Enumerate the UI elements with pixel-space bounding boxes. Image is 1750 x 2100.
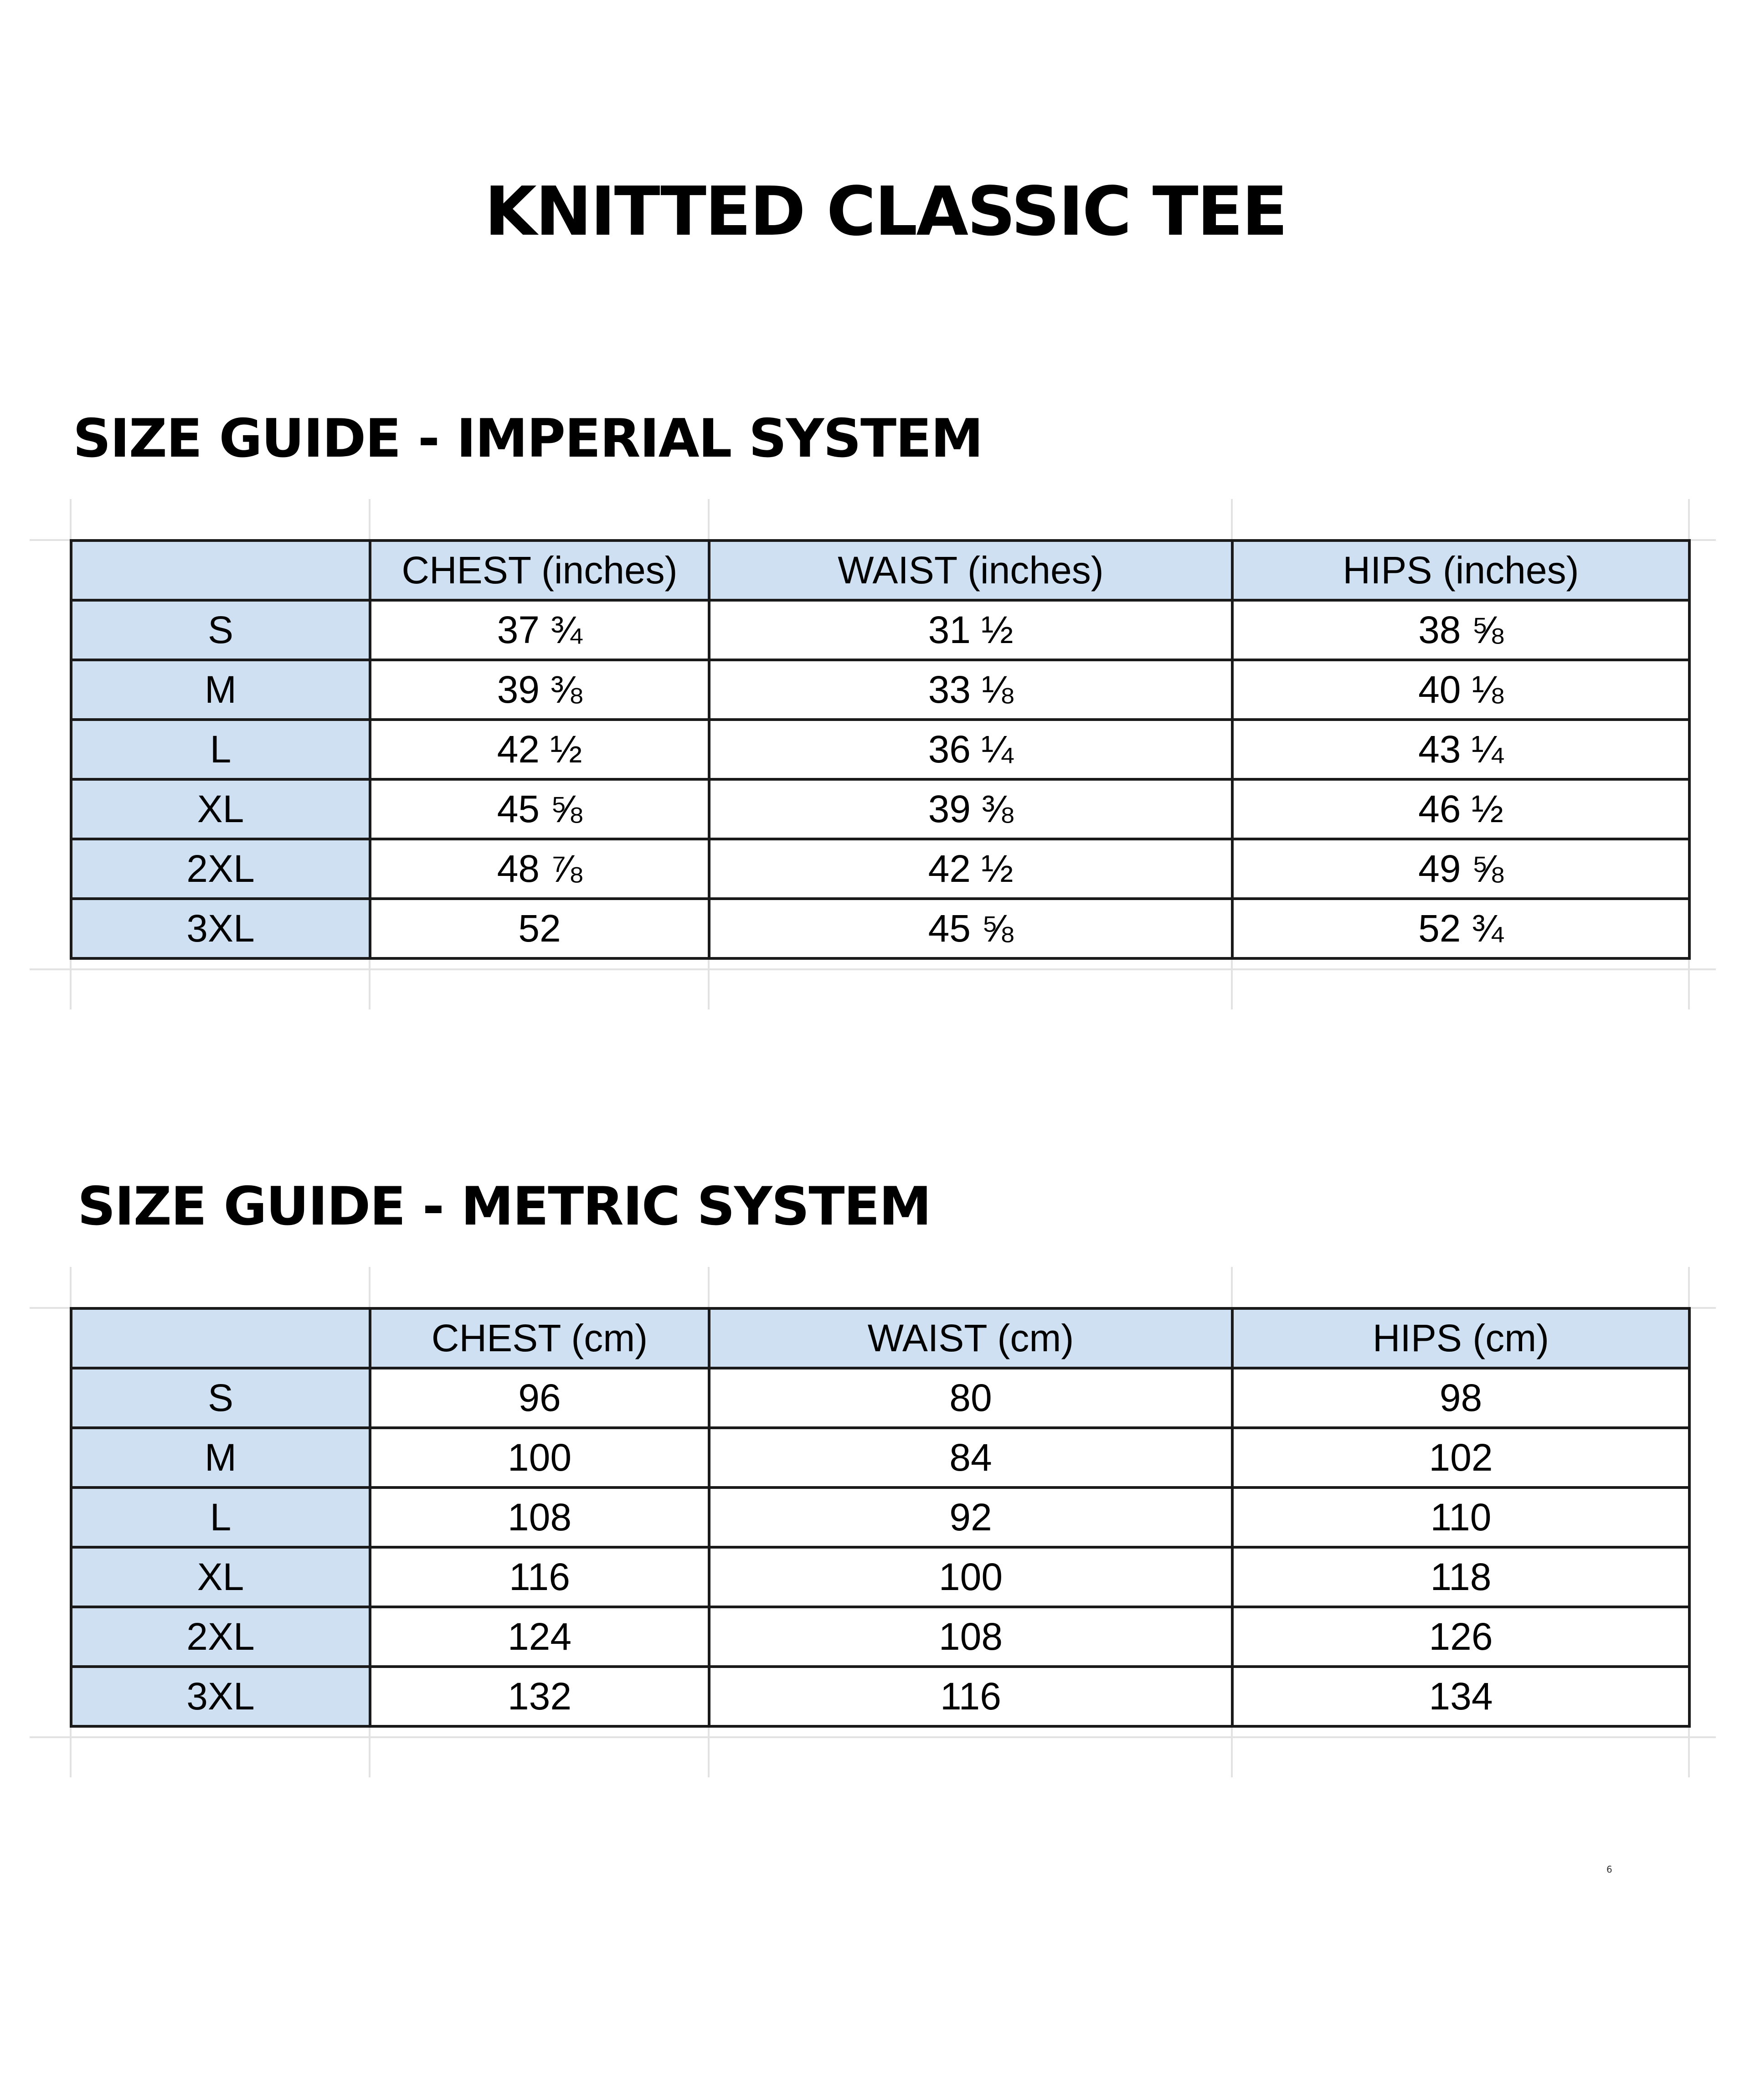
page-number: 6	[1606, 1864, 1612, 1875]
hips-cell: 126	[1232, 1607, 1689, 1667]
size-label-cell: 3XL	[71, 899, 370, 958]
waist-cell: 45 ⅝	[709, 899, 1232, 958]
table-row	[71, 779, 1689, 839]
table-row	[71, 1428, 1689, 1488]
header-cell-size	[71, 540, 370, 600]
header-cell-hips: HIPS (inches)	[1232, 540, 1689, 600]
table-row	[71, 600, 1689, 660]
chest-cell: 100	[370, 1428, 709, 1488]
gridline	[30, 968, 1716, 970]
waist-cell: 31 ½	[709, 600, 1232, 660]
size-label-cell: XL	[71, 779, 370, 839]
hips-cell: 46 ½	[1232, 779, 1689, 839]
table-row	[71, 899, 1689, 958]
size-label-cell: M	[71, 1428, 370, 1488]
imperial-section-heading: SIZE GUIDE - IMPERIAL SYSTEM	[73, 408, 983, 469]
chest-cell: 116	[370, 1547, 709, 1607]
chest-cell: 37 ¾	[370, 600, 709, 660]
chest-cell: 52	[370, 899, 709, 958]
hips-cell: 134	[1232, 1667, 1689, 1726]
table-row	[71, 1607, 1689, 1667]
metric-section-heading: SIZE GUIDE - METRIC SYSTEM	[77, 1176, 931, 1237]
size-label-cell: S	[71, 1368, 370, 1428]
table-row	[71, 1547, 1689, 1607]
size-label-cell: 3XL	[71, 1667, 370, 1726]
chest-cell: 42 ½	[370, 720, 709, 779]
table-header-row	[71, 1308, 1689, 1368]
imperial-size-table	[70, 539, 1691, 960]
table-header-row	[71, 540, 1689, 600]
hips-cell: 118	[1232, 1547, 1689, 1607]
waist-cell: 39 ⅜	[709, 779, 1232, 839]
chest-cell: 48 ⅞	[370, 839, 709, 899]
size-label-cell: L	[71, 1488, 370, 1547]
hips-cell: 52 ¾	[1232, 899, 1689, 958]
table-row	[71, 660, 1689, 720]
chest-cell: 45 ⅝	[370, 779, 709, 839]
waist-cell: 108	[709, 1607, 1232, 1667]
metric-sheet	[30, 1267, 1716, 1777]
table-row	[71, 720, 1689, 779]
chest-cell: 124	[370, 1607, 709, 1667]
size-label-cell: S	[71, 600, 370, 660]
size-label-cell: XL	[71, 1547, 370, 1607]
waist-cell: 84	[709, 1428, 1232, 1488]
table-row	[71, 1368, 1689, 1428]
waist-cell: 36 ¼	[709, 720, 1232, 779]
hips-cell: 40 ⅛	[1232, 660, 1689, 720]
imperial-sheet	[30, 499, 1716, 1009]
chest-cell: 108	[370, 1488, 709, 1547]
gridline	[30, 1736, 1716, 1738]
page-title: KNITTED CLASSIC TEE	[484, 172, 1287, 251]
hips-cell: 43 ¼	[1232, 720, 1689, 779]
hips-cell: 110	[1232, 1488, 1689, 1547]
waist-cell: 33 ⅛	[709, 660, 1232, 720]
waist-cell: 42 ½	[709, 839, 1232, 899]
header-cell-chest: CHEST (inches)	[370, 540, 709, 600]
waist-cell: 92	[709, 1488, 1232, 1547]
header-cell-chest: CHEST (cm)	[370, 1308, 709, 1368]
chest-cell: 39 ⅜	[370, 660, 709, 720]
header-cell-hips: HIPS (cm)	[1232, 1308, 1689, 1368]
hips-cell: 98	[1232, 1368, 1689, 1428]
waist-cell: 100	[709, 1547, 1232, 1607]
hips-cell: 49 ⅝	[1232, 839, 1689, 899]
chest-cell: 132	[370, 1667, 709, 1726]
header-cell-waist: WAIST (cm)	[709, 1308, 1232, 1368]
size-label-cell: L	[71, 720, 370, 779]
size-label-cell: 2XL	[71, 1607, 370, 1667]
chest-cell: 96	[370, 1368, 709, 1428]
waist-cell: 80	[709, 1368, 1232, 1428]
size-label-cell: 2XL	[71, 839, 370, 899]
hips-cell: 102	[1232, 1428, 1689, 1488]
metric-size-table	[70, 1307, 1691, 1728]
hips-cell: 38 ⅝	[1232, 600, 1689, 660]
size-label-cell: M	[71, 660, 370, 720]
header-cell-waist: WAIST (inches)	[709, 540, 1232, 600]
header-cell-size	[71, 1308, 370, 1368]
table-row	[71, 1667, 1689, 1726]
table-row	[71, 1488, 1689, 1547]
table-row	[71, 839, 1689, 899]
waist-cell: 116	[709, 1667, 1232, 1726]
